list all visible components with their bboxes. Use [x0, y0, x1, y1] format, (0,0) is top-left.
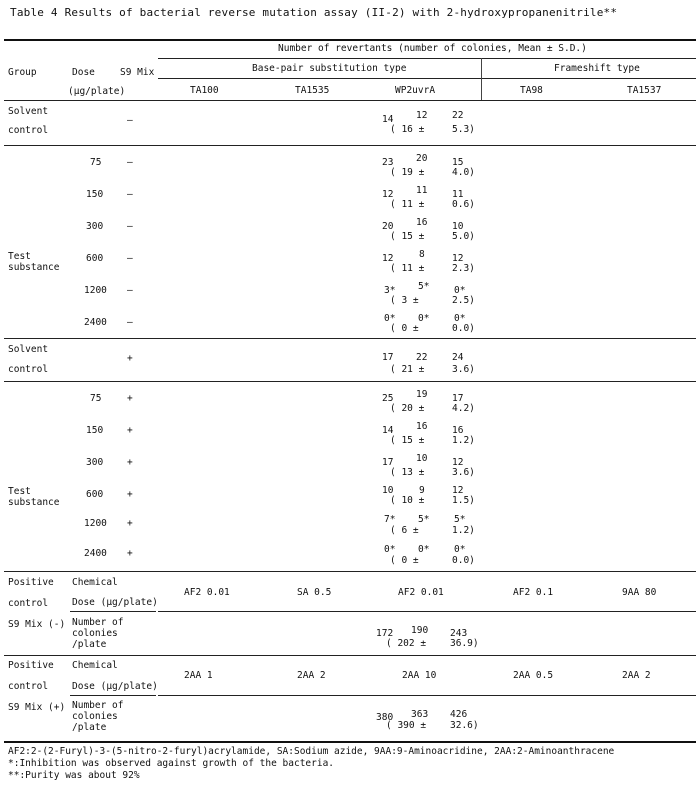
- revertant-mean: ( 19 ±: [390, 167, 425, 178]
- revertant-value: 11: [452, 189, 464, 200]
- chemical-label: Chemical: [72, 577, 118, 588]
- s9-mark: +: [127, 353, 133, 364]
- revertant-sd: 1.2): [452, 525, 475, 536]
- dose-unit-label: Dose (μg/plate): [72, 597, 158, 608]
- positive-label: control: [8, 598, 49, 609]
- chemical-dose: 2AA 10: [402, 670, 437, 681]
- footnote-abbreviations: AF2:2-(2-Furyl)-3-(5-nitro-2-furyl)acrylamide, SA:Sodium azide, 9AA:9-Aminoacridine, 2AA:2-Aminoanthracene: [8, 746, 615, 757]
- revertant-value: 20: [416, 153, 428, 164]
- revertant-value: 19: [416, 389, 428, 400]
- revertant-mean: ( 0 ±: [390, 555, 419, 566]
- revertant-mean: ( 202 ±: [386, 638, 427, 649]
- revertant-value: 5*: [418, 514, 430, 525]
- group-label: Solvent: [8, 344, 49, 355]
- colonies-label: /plate: [72, 639, 107, 650]
- revertant-value: 16: [416, 421, 428, 432]
- colonies-label: colonies: [72, 628, 118, 639]
- dose-value: 75: [90, 157, 102, 168]
- revertant-value: 20: [382, 221, 394, 232]
- chemical-dose: 2AA 1: [184, 670, 213, 681]
- s9-mark: –: [127, 115, 133, 126]
- dose-value: 300: [86, 221, 104, 232]
- chemical-dose: 2AA 2: [622, 670, 651, 681]
- group-label: control: [8, 125, 49, 136]
- revertant-mean: ( 3 ±: [390, 295, 419, 306]
- dose-value: 2400: [84, 548, 107, 559]
- col-header-dose-unit: (μg/plate): [68, 86, 126, 97]
- chemical-dose: AF2 0.01: [184, 587, 230, 598]
- revertant-value: 0*: [454, 313, 466, 324]
- revertant-mean: ( 16 ±: [390, 124, 425, 135]
- col-header-group: Group: [8, 67, 37, 78]
- s9-mark: –: [127, 317, 133, 328]
- revertant-value: 172: [376, 628, 394, 639]
- minus-block-rule: [4, 338, 696, 339]
- table-title: Table 4 Results of bacterial reverse mutation assay (II-2) with 2-hydroxypropanenitrile**: [10, 6, 618, 19]
- col-header-ta1537: TA1537: [627, 85, 662, 96]
- revertant-mean: ( 15 ±: [390, 435, 425, 446]
- dose-value: 150: [86, 189, 104, 200]
- table-top-rule: [4, 39, 696, 41]
- s9-mark: +: [127, 489, 133, 500]
- chemical-dose: 2AA 0.5: [513, 670, 554, 681]
- revertant-sd: 5.0): [452, 231, 475, 242]
- revertant-value: 12: [416, 110, 428, 121]
- revertant-value: 16: [452, 425, 464, 436]
- header-bottom-rule: [4, 100, 696, 101]
- revertant-value: 22: [452, 110, 464, 121]
- positive-label: S9 Mix (+): [8, 702, 66, 713]
- revertant-value: 243: [450, 628, 468, 639]
- s9-mark: –: [127, 189, 133, 200]
- revertant-value: 10: [382, 485, 394, 496]
- revertant-sd: 0.0): [452, 555, 475, 566]
- col-header-dose: Dose: [72, 67, 95, 78]
- revertant-sd: 4.2): [452, 403, 475, 414]
- revertant-sd: 32.6): [450, 720, 479, 731]
- col-header-frameshift: Frameshift type: [554, 63, 640, 74]
- group-label: control: [8, 364, 49, 375]
- revertant-value: 5*: [454, 514, 466, 525]
- revertant-value: 12: [382, 253, 394, 264]
- col-header-ta100: TA100: [190, 85, 219, 96]
- pos-minus-chem-rule: [70, 611, 156, 612]
- positive-label: control: [8, 681, 49, 692]
- revertant-value: 12: [452, 485, 464, 496]
- colonies-label: /plate: [72, 722, 107, 733]
- revertant-mean: ( 13 ±: [390, 467, 425, 478]
- colonies-label: Number of: [72, 617, 124, 628]
- group-label: Test: [8, 486, 31, 497]
- col-header-ta98: TA98: [520, 85, 543, 96]
- revertant-sd: 3.6): [452, 467, 475, 478]
- revertant-value: 14: [382, 114, 394, 125]
- revertant-value: 10: [452, 221, 464, 232]
- minus-solvent-rule: [4, 145, 696, 146]
- type-rule: [158, 78, 696, 79]
- revertant-value: 22: [416, 352, 428, 363]
- revertant-value: 10: [416, 453, 428, 464]
- revertant-value: 0*: [418, 313, 430, 324]
- s9-mark: +: [127, 393, 133, 404]
- plus-solvent-rule: [4, 381, 696, 382]
- revertant-value: 0*: [418, 544, 430, 555]
- revertant-value: 17: [382, 352, 394, 363]
- chemical-dose: AF2 0.1: [513, 587, 554, 598]
- revertant-value: 11: [416, 185, 428, 196]
- pos-plus-chem-rule: [70, 695, 156, 696]
- revertant-sd: 2.3): [452, 263, 475, 274]
- revertant-value: 25: [382, 393, 394, 404]
- revertant-sd: 3.6): [452, 364, 475, 375]
- col-header-revertants: Number of revertants (number of colonies, Mean ± S.D.): [278, 43, 587, 54]
- revertant-mean: ( 11 ±: [390, 199, 425, 210]
- chemical-dose: AF2 0.01: [398, 587, 444, 598]
- dose-unit-label: Dose (μg/plate): [72, 681, 158, 692]
- group-label: substance: [8, 262, 60, 273]
- col-header-base-pair: Base-pair substitution type: [252, 63, 407, 74]
- revertant-sd: 2.5): [452, 295, 475, 306]
- pos-minus-chem-rule-right: [158, 611, 696, 612]
- revertant-sd: 0.6): [452, 199, 475, 210]
- col-header-wp2uvra: WP2uvrA: [395, 85, 436, 96]
- col-header-s9mix: S9 Mix: [120, 67, 155, 78]
- revertant-value: 17: [452, 393, 464, 404]
- revertant-value: 7*: [384, 514, 396, 525]
- revertant-value: 12: [452, 253, 464, 264]
- revertant-value: 14: [382, 425, 394, 436]
- pos-minus-bottom-rule: [4, 655, 696, 656]
- footnote-purity: **:Purity was about 92%: [8, 770, 140, 781]
- revertant-value: 23: [382, 157, 394, 168]
- dose-value: 75: [90, 393, 102, 404]
- group-label: Test: [8, 251, 31, 262]
- positive-label: Positive: [8, 577, 54, 588]
- revertant-value: 363: [411, 709, 429, 720]
- s9-mark: –: [127, 285, 133, 296]
- s9-mark: –: [127, 253, 133, 264]
- revertant-value: 17: [382, 457, 394, 468]
- plus-block-rule: [4, 571, 696, 572]
- revertant-value: 426: [450, 709, 468, 720]
- revertant-value: 12: [382, 189, 394, 200]
- revertant-value: 190: [411, 625, 429, 636]
- dose-value: 150: [86, 425, 104, 436]
- revertant-value: 3*: [384, 285, 396, 296]
- revertant-mean: ( 390 ±: [386, 720, 427, 731]
- chemical-label: Chemical: [72, 660, 118, 671]
- dose-value: 600: [86, 253, 104, 264]
- pos-plus-chem-rule-right: [158, 695, 696, 696]
- chemical-dose: SA 0.5: [297, 587, 332, 598]
- revertant-value: 24: [452, 352, 464, 363]
- dose-value: 1200: [84, 285, 107, 296]
- revertant-value: 16: [416, 217, 428, 228]
- revertant-sd: 36.9): [450, 638, 479, 649]
- positive-label: Positive: [8, 660, 54, 671]
- footnote-inhibition: *:Inhibition was observed against growth of the bacteria.: [8, 758, 335, 769]
- s9-mark: –: [127, 221, 133, 232]
- revertant-value: 0*: [384, 313, 396, 324]
- revertant-value: 12: [452, 457, 464, 468]
- revertant-value: 5*: [418, 281, 430, 292]
- s9-mark: +: [127, 457, 133, 468]
- revertant-sd: 1.5): [452, 495, 475, 506]
- revertant-value: 0*: [454, 544, 466, 555]
- revertant-mean: ( 6 ±: [390, 525, 419, 536]
- revertant-value: 0*: [384, 544, 396, 555]
- revertants-rule: [158, 58, 696, 59]
- revertant-value: 0*: [454, 285, 466, 296]
- revertant-sd: 4.0): [452, 167, 475, 178]
- revertant-value: 380: [376, 712, 394, 723]
- table-bottom-rule: [4, 741, 696, 743]
- revertant-value: 9: [419, 485, 425, 496]
- group-label: substance: [8, 497, 60, 508]
- chemical-dose: 2AA 2: [297, 670, 326, 681]
- s9-mark: +: [127, 425, 133, 436]
- s9-mark: +: [127, 548, 133, 559]
- revertant-mean: ( 21 ±: [390, 364, 425, 375]
- revertant-mean: ( 11 ±: [390, 263, 425, 274]
- revertant-sd: 0.0): [452, 323, 475, 334]
- revertant-value: 8: [419, 249, 425, 260]
- revertant-sd: 1.2): [452, 435, 475, 446]
- dose-value: 1200: [84, 518, 107, 529]
- revertant-mean: ( 20 ±: [390, 403, 425, 414]
- revertant-mean: ( 15 ±: [390, 231, 425, 242]
- colonies-label: Number of: [72, 700, 124, 711]
- revertant-sd: 5.3): [452, 124, 475, 135]
- s9-mark: –: [127, 157, 133, 168]
- group-label: Solvent: [8, 106, 49, 117]
- dose-value: 2400: [84, 317, 107, 328]
- dose-value: 600: [86, 489, 104, 500]
- frameshift-divider: [481, 58, 482, 100]
- dose-value: 300: [86, 457, 104, 468]
- col-header-ta1535: TA1535: [295, 85, 330, 96]
- revertant-mean: ( 10 ±: [390, 495, 425, 506]
- colonies-label: colonies: [72, 711, 118, 722]
- s9-mark: +: [127, 518, 133, 529]
- positive-label: S9 Mix (-): [8, 619, 66, 630]
- revertant-mean: ( 0 ±: [390, 323, 419, 334]
- chemical-dose: 9AA 80: [622, 587, 657, 598]
- revertant-value: 15: [452, 157, 464, 168]
